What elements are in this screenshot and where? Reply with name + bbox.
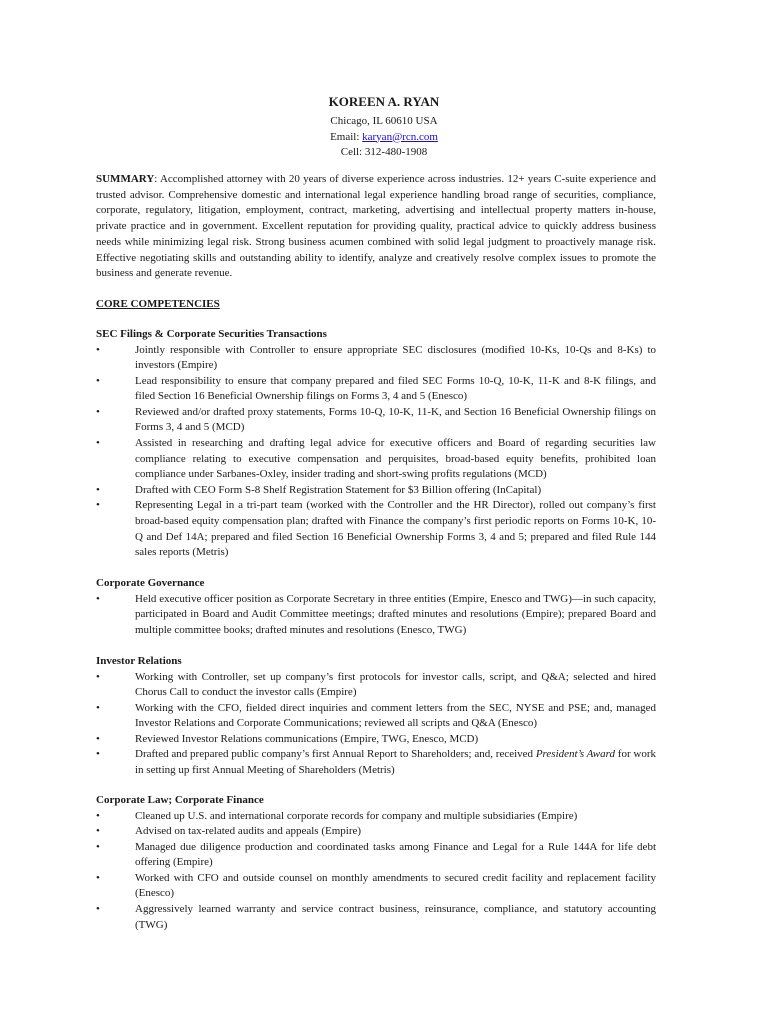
list-item xyxy=(96,824,656,840)
summary-label: SUMMARY xyxy=(96,173,155,185)
item-text: Advised on tax-related audits and appeals (Empire) xyxy=(135,825,362,838)
email-link[interactable]: karyan@rcn.com xyxy=(362,130,438,143)
item-text: Drafted with CEO Form S-8 Shelf Registration Statement for $3 Billion offering (InCapital) xyxy=(135,483,542,496)
list-item xyxy=(96,670,656,701)
section-corporate-governance xyxy=(96,576,656,638)
bullet: • xyxy=(96,732,100,745)
item-text: Worked with CFO and outside counsel on monthly amendments to secured credit facility and replacement facility (Enesco) xyxy=(135,871,656,900)
bullet: • xyxy=(96,701,100,714)
bullet: • xyxy=(96,437,100,450)
list-item xyxy=(96,436,656,483)
bullet: • xyxy=(96,748,100,761)
bullet: • xyxy=(96,374,100,387)
item-text: Reviewed and/or drafted proxy statements, Forms 10-Q, 10-K, 11-K, and Section 16 Beneficial Ownership filings on Forms 3, 4 and 5 (MCD) xyxy=(135,405,656,434)
list-item xyxy=(96,701,656,732)
bullet: • xyxy=(96,405,100,418)
corporate-law-list xyxy=(96,809,656,934)
bullet: • xyxy=(96,343,100,356)
section-title: SEC Filings & Corporate Securities Transactions xyxy=(96,328,327,340)
bullet: • xyxy=(96,809,100,822)
bullet: • xyxy=(96,903,100,916)
email-label: Email: xyxy=(330,130,363,143)
list-item xyxy=(96,840,656,871)
candidate-name: KOREEN A. RYAN xyxy=(328,94,440,109)
bullet: • xyxy=(96,840,100,853)
bullet: • xyxy=(96,670,100,683)
item-text: Working with Controller, set up company’s first protocols for investor calls, script, and Q&A; selected and hired Chorus Call to conduct the investor calls (Empire) xyxy=(135,670,656,699)
item-text: Held executive officer position as Corporate Secretary in three entities (Empire, Enesco and TWG)—in such capacity, participated in Board and Audit Committee meetings; drafted minutes and resolutions (Empire); prepared Board and multiple committee books; drafted minutes and resolutions (Enesco, TWG) xyxy=(135,592,656,636)
list-item xyxy=(96,809,656,825)
core-competencies-heading: CORE COMPETENCIES xyxy=(96,298,220,310)
section-sec-filings xyxy=(96,327,656,561)
cell-phone: Cell: 312-480-1908 xyxy=(340,146,428,158)
list-item xyxy=(96,747,656,778)
list-item xyxy=(96,732,656,748)
list-item xyxy=(96,902,656,933)
resume-header xyxy=(0,94,768,161)
summary-text: : Accomplished attorney with 20 years of diverse experience across industries. 12+ years C-suite experience and trusted advisor. Comprehensive domestic and international legal experience handling broad range of securities, compliance, corporate, regulatory, litigation, employment, contract, marketing, advertising and intellectual property matters in-house, private practice and in government. Excellent reputation for providing quality, practical advice to quickly address business needs while minimizing legal risk. Strong business acumen combined with solid legal judgment to proactively manage risk. Effective negotiating skills and outstanding ability to identify, analyze and creatively resolve complex issues to promote the business and generate revenue. xyxy=(96,173,656,280)
section-investor-relations xyxy=(96,654,656,779)
item-text: Working with the CFO, fielded direct inquiries and comment letters from the SEC, NYSE and PSE; and, managed Investor Relations and Corporate Communications; reviewed all scripts and Q&A (Enesco) xyxy=(135,701,656,730)
bullet: • xyxy=(96,871,100,884)
section-title: Corporate Law; Corporate Finance xyxy=(96,794,264,806)
investor-relations-list xyxy=(96,670,656,779)
section-title: Corporate Governance xyxy=(96,577,205,589)
list-item xyxy=(96,498,656,560)
section-corporate-law xyxy=(96,793,656,933)
item-text: Managed due diligence production and coordinated tasks among Finance and Legal for a Rule 144A for life debt offering (Empire) xyxy=(135,840,656,869)
list-item xyxy=(96,343,656,374)
award-name: President’s Award xyxy=(535,748,616,761)
item-text: Jointly responsible with Controller to ensure appropriate SEC disclosures (modified 10-Ks, 10-Qs and 8-Ks) to investors (Empire) xyxy=(135,343,656,372)
item-text: Cleaned up U.S. and international corporate records for company and multiple subsidiaries (Empire) xyxy=(135,809,578,822)
sec-list xyxy=(96,343,656,561)
item-text: Aggressively learned warranty and service contract business, reinsurance, compliance, and statutory accounting (TWG) xyxy=(135,903,656,931)
address: Chicago, IL 60610 USA xyxy=(330,115,438,127)
list-item xyxy=(96,592,656,639)
bullet: • xyxy=(96,592,100,605)
bullet: • xyxy=(96,499,100,512)
bullet: • xyxy=(96,825,100,838)
item-text: Reviewed Investor Relations communications (Empire, TWG, Enesco, MCD) xyxy=(135,732,479,745)
item-text: Representing Legal in a tri-part team (worked with the Controller and the HR Director), rolled out company’s first broad-based equity compensation plan; drafted with Finance the company’s first periodic reports on Forms 10-K, 10-Q and Def 14A; prepared and filed Section 16 Beneficial Ownership Forms 3, 4 and 5; prepared and filed Rule 144 sales reports (Metris) xyxy=(135,499,656,559)
bullet: • xyxy=(96,483,100,496)
item-text-end: for work in setting up first Annual Meeting of Shareholders (Metris) xyxy=(135,748,657,777)
list-item xyxy=(96,405,656,436)
section-title: Investor Relations xyxy=(96,655,182,667)
list-item xyxy=(96,871,656,902)
list-item xyxy=(96,374,656,405)
governance-list xyxy=(96,592,656,639)
email-line xyxy=(0,130,768,146)
list-item xyxy=(96,483,656,499)
item-text: Assisted in researching and drafting legal advice for executive officers and Board of regarding securities law compliance relating to executive compensation and perquisites, broad-based equity benefits, prohibited loan compliance under Sarbanes-Oxley, insider trading and short-swing profits regulations (MCD) xyxy=(135,437,656,481)
item-text: Lead responsibility to ensure that company prepared and filed SEC Forms 10-Q, 10-K, 11-K and 8-K filings, and filed Section 16 Beneficial Ownership filings on Forms 3, 4 and 5 (Enesco) xyxy=(135,374,656,403)
item-text: Drafted and prepared public company’s first Annual Report to Shareholders; and, received xyxy=(135,748,536,761)
summary-paragraph xyxy=(96,172,656,282)
